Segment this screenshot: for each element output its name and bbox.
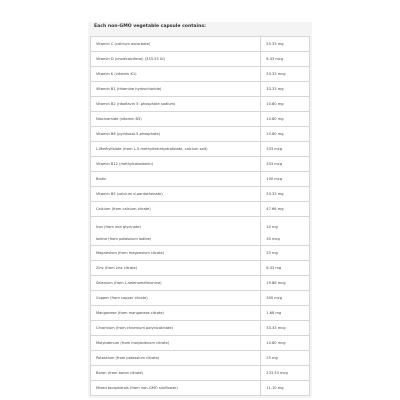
nutrient-name-cell [91, 112, 261, 127]
table-row [91, 112, 310, 127]
nutrient-amount-cell [261, 306, 310, 321]
nutrient-amount-cell [261, 67, 310, 82]
nutrient-name-cell [91, 202, 261, 217]
nutrient-amount: 333 mcg [266, 162, 283, 166]
nutrient-amount: 25 mg [266, 251, 278, 255]
nutrient-name: Zinc (from zinc citrate) [96, 266, 138, 270]
nutrient-name-cell [91, 276, 261, 291]
table-row [91, 276, 310, 291]
nutrient-name: Vitamin B12 (methylcobalamin) [96, 162, 154, 166]
table-row [91, 52, 310, 67]
table-row [91, 67, 310, 82]
nutrient-amount-cell [261, 112, 310, 127]
table-row [91, 37, 310, 52]
nutrient-amount: 33.33 mcg [266, 72, 286, 76]
nutrient-name-cell [91, 187, 261, 202]
nutrient-amount: 100 mcg [266, 177, 283, 181]
nutrient-name-cell [91, 37, 261, 52]
table-row [91, 202, 310, 217]
nutrient-name: Iron (from iron glycinate) [96, 225, 141, 229]
nutrient-name-cell [91, 67, 261, 82]
nutrient-amount-cell [261, 157, 310, 172]
nutrient-amount-cell [261, 276, 310, 291]
nutrient-amount: 10.80 mcg [266, 341, 286, 345]
nutrient-name-cell [91, 82, 261, 97]
nutrient-name-cell [91, 261, 261, 276]
nutrient-amount: 8.33 mcg [266, 57, 284, 61]
nutrient-amount-cell [261, 381, 310, 396]
nutrient-name: Boron (from boron citrate) [96, 371, 144, 375]
nutrient-amount-cell [261, 291, 310, 306]
table-row [91, 336, 310, 351]
nutrient-amount: 25 mg [266, 356, 278, 360]
table-row [91, 366, 310, 381]
nutrient-name: Vitamin D (cholecalciferol) (333.33 IU) [96, 57, 165, 61]
nutrient-amount: 33.33 mcg [266, 326, 286, 330]
nutrient-amount: 10 mg [266, 225, 278, 229]
table-row [91, 291, 310, 306]
nutrient-name-cell [91, 127, 261, 142]
nutrient-name: Biotin [96, 177, 107, 181]
nutrient-name-cell [91, 366, 261, 381]
nutrient-name: Vitamin B1 (thiamine hydrochloride) [96, 87, 162, 91]
table-row [91, 246, 310, 261]
table-row [91, 82, 310, 97]
nutrient-name-cell [91, 157, 261, 172]
nutrient-name-cell [91, 321, 261, 336]
table-row [91, 97, 310, 112]
nutrient-name-cell [91, 306, 261, 321]
table-row [91, 217, 310, 246]
table-row [91, 157, 310, 172]
nutrient-name-cell [91, 381, 261, 396]
nutrient-name: Iodine (from potassium iodide) [96, 237, 152, 241]
nutrient-amount: 55.33 mg [266, 42, 284, 46]
nutrient-name: Vitamin B6 (pyridoxal-5-phosphate) [96, 132, 161, 136]
nutrient-name-cell [91, 217, 261, 246]
nutrient-amount: 30 mcg [266, 237, 280, 241]
nutrient-amount: 47.66 mg [266, 207, 284, 211]
nutrient-amount: 19.86 mcg [266, 281, 286, 285]
nutrient-name: Vitamin K (vitamin K1) [96, 72, 137, 76]
nutrient-name-cell [91, 291, 261, 306]
nutrient-amount: 300 mcg [266, 296, 283, 300]
nutrient-name-cell [91, 97, 261, 112]
nutrient-amount: 10.80 mg [266, 102, 284, 106]
nutrient-amount-cell [261, 187, 310, 202]
table-row [91, 321, 310, 336]
table-row [91, 142, 310, 157]
nutrient-name-cell [91, 351, 261, 366]
table-row [91, 351, 310, 366]
table-row [91, 261, 310, 276]
nutrient-amount: 10.80 mg [266, 132, 284, 136]
nutrient-amount-cell [261, 321, 310, 336]
nutrient-amount: 33.33 mg [266, 87, 284, 91]
nutrient-name: Mixed tocopherols (from non-GMO sunflower) [96, 386, 178, 390]
nutrient-name: Molybdenum (from molybdenum citrate) [96, 341, 170, 345]
nutrient-name: Calcium (from calcium citrate) [96, 207, 151, 211]
table-row [91, 381, 310, 396]
nutrient-table [90, 36, 310, 396]
nutrient-amount-cell [261, 261, 310, 276]
nutrient-name-cell [91, 336, 261, 351]
table-row [91, 306, 310, 321]
nutrient-amount-cell [261, 202, 310, 217]
table-row [91, 187, 310, 202]
nutrient-amount-cell [261, 37, 310, 52]
nutrient-amount-cell [261, 336, 310, 351]
nutrient-table-body [91, 37, 310, 396]
nutrient-amount-cell [261, 351, 310, 366]
nutrient-name-cell [91, 142, 261, 157]
nutrient-amount: 10.80 mg [266, 117, 284, 121]
nutrient-name: Niacinamide (vitamin B3) [96, 117, 142, 121]
nutrient-name: Selenium (from L-selenomethionine) [96, 281, 162, 285]
nutrient-amount: 11.10 mg [266, 386, 284, 390]
nutrient-name: Copper (from copper citrate) [96, 296, 148, 300]
nutrient-amount: 233.33 mcg [266, 371, 288, 375]
nutrient-name: Manganese (from manganese citrate) [96, 311, 164, 315]
nutrient-amount-cell [261, 246, 310, 261]
nutrient-amount-cell [261, 97, 310, 112]
nutrient-amount: 333 mcg [266, 147, 283, 151]
nutrient-amount: 8.33 mg [266, 266, 282, 270]
nutrient-amount-cell [261, 142, 310, 157]
nutrient-name-cell [91, 172, 261, 187]
table-row [91, 127, 310, 142]
nutrient-amount: 33.33 mg [266, 192, 284, 196]
nutrient-amount-cell [261, 217, 310, 246]
nutrient-name-cell [91, 52, 261, 67]
nutrient-name: Chromium (from chromium polynicotinate) [96, 326, 173, 330]
nutrient-name: Vitamin B2 (riboflavin 5'-phosphate sodium) [96, 102, 176, 106]
nutrient-amount-cell [261, 82, 310, 97]
nutrient-amount-cell [261, 127, 310, 142]
table-heading: Each non-GMO vegetable capsule contains: [94, 24, 206, 29]
nutrient-name: Potassium (from potassium citrate) [96, 356, 160, 360]
table-row [91, 172, 310, 187]
nutrient-name: Vitamin B5 (calcium d-pantothenate) [96, 192, 163, 196]
nutrient-amount-cell [261, 366, 310, 381]
nutrient-name: Magnesium (from magnesium citrate) [96, 251, 165, 255]
nutrient-amount: 1.68 mg [266, 311, 282, 315]
nutrient-name: Vitamin C (calcium ascorbate) [96, 42, 151, 46]
nutrient-amount-cell [261, 172, 310, 187]
nutrient-name-cell [91, 246, 261, 261]
nutrient-amount-cell [261, 52, 310, 67]
nutrient-name: L-Methylfolate (from L-5-methyltetrahydrofolate, calcium salt) [96, 147, 208, 151]
